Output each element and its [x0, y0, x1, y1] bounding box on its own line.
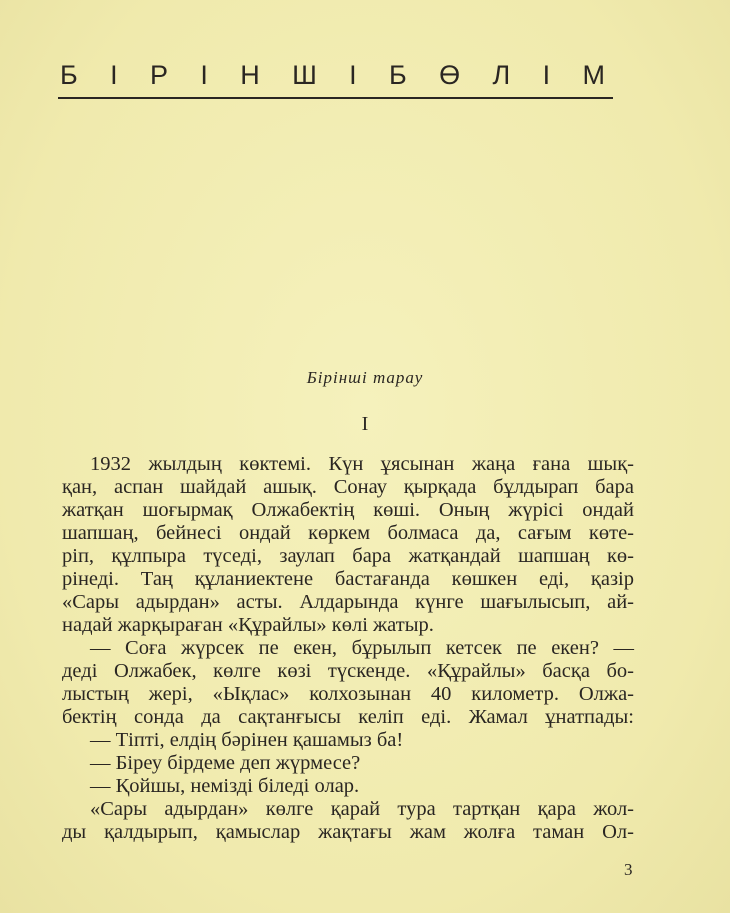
heading-letter: Р [149, 60, 168, 90]
text-line: — Біреу бірдеме деп жүрмесе? [90, 752, 361, 774]
heading-letter: Ш [292, 60, 317, 90]
chapter-number: I [361, 413, 369, 435]
heading-letter: І [542, 60, 551, 90]
part-title: Бірінші тарау [306, 368, 424, 387]
heading-letter: І [200, 60, 208, 90]
text-line: бектің сонда да сақтанғысы келіп еді. Жамал ұнатпады: [62, 706, 634, 728]
heading-letter: Л [492, 60, 511, 90]
body-text [62, 453, 634, 844]
heading-letter: І [110, 60, 118, 90]
text-line: жатқан шоғырмақ Олжабектің көші. Оның жүрісі ондай [62, 499, 634, 521]
text-line: 1932 жылдың көктемі. Күн ұясынан жаңа ғана шық- [90, 453, 634, 475]
text-line: «Сары адырдан» асты. Алдарында күнге шағылысып, ай- [62, 591, 634, 613]
text-line: қан, аспан шайдай ашық. Сонау қырқада бұлдырап бара [62, 476, 634, 498]
heading-letter: М [582, 60, 605, 90]
text-line: — Тіпті, елдің бәрінен қашамыз ба! [90, 729, 404, 751]
heading-letter: І [349, 60, 357, 90]
text-line: ріп, құлпыра түседі, заулап бара жатқандай шапшаң кө- [62, 545, 634, 567]
text-line: надай жарқыраған «Құрайлы» көлі жатыр. [62, 614, 434, 636]
text-line: деді Олжабек, көлге көзі түскенде. «Құрайлы» басқа бо- [62, 660, 634, 682]
text-line: «Сары адырдан» көлге қарай тура тартқан қара жол- [90, 798, 634, 820]
text-line: — Соға жүрсек пе екен, бұрылып кетсек пе екен? — [90, 637, 634, 659]
text-line: шапшаң, бейнесі ондай көркем болмаса да, сағым көте- [62, 522, 634, 544]
heading-letter: Б [389, 60, 407, 90]
text-line: лыстың жері, «Ықлас» колхозынан 40 километр. Олжа- [62, 683, 634, 705]
text-line: рінеді. Таң құланиектене бастағанда көшкен еді, қазір [62, 568, 634, 590]
heading-letter: Н [240, 60, 260, 90]
heading-underline [58, 97, 613, 99]
heading-letter: Ө [439, 60, 461, 90]
text-line: — Қойшы, немізді біледі олар. [90, 775, 360, 797]
page-number: 3 [624, 860, 633, 879]
section-heading [60, 60, 605, 91]
heading-letter: Б [60, 60, 78, 90]
text-line: ды қалдырып, қамыслар жақтағы жам жолға таман Ол- [62, 821, 634, 843]
